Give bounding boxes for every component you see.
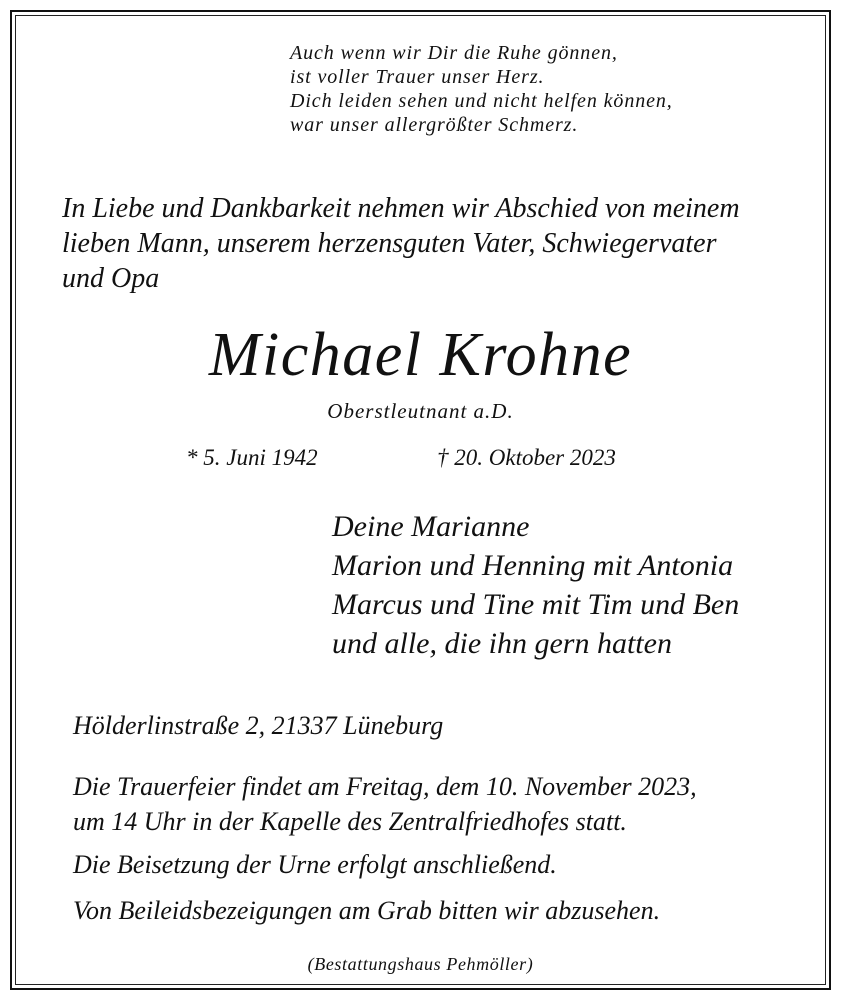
intro-line: lieben Mann, unserem herzensguten Vater, Schwiegervater bbox=[62, 228, 717, 259]
intro-line: und Opa bbox=[62, 263, 160, 294]
birth-date: * 5. Juni 1942 bbox=[186, 445, 318, 470]
deceased-name: Michael Krohne bbox=[208, 321, 633, 389]
mourner-line: Marion und Henning mit Antonia bbox=[332, 549, 734, 582]
poem-verse bbox=[290, 43, 673, 139]
farewell-intro bbox=[62, 195, 740, 300]
burial-info: Die Beisetzung der Urne erfolgt anschließend. bbox=[73, 850, 557, 879]
undertaker-credit: (Bestattungshaus Pehmöller) bbox=[307, 954, 534, 974]
mourner-line: Deine Marianne bbox=[332, 510, 530, 543]
poem-line: Dich leiden sehen und nicht helfen können, bbox=[290, 90, 673, 112]
death-date: † 20. Oktober 2023 bbox=[437, 445, 616, 470]
deceased-rank: Oberstleutnant a.D. bbox=[327, 399, 514, 423]
condolence-request: Von Beileidsbezeigungen am Grab bitten wir abzusehen. bbox=[73, 896, 661, 925]
poem-line: Auch wenn wir Dir die Ruhe gönnen, bbox=[290, 42, 618, 64]
funeral-info-line: um 14 Uhr in der Kapelle des Zentralfriedhofes statt. bbox=[73, 807, 627, 836]
poem-line: ist voller Trauer unser Herz. bbox=[290, 66, 545, 88]
mourner-line: Marcus und Tine mit Tim und Ben bbox=[332, 588, 740, 621]
funeral-info-line: Die Trauerfeier findet am Freitag, dem 10. November 2023, bbox=[73, 772, 697, 801]
mourning-address: Hölderlinstraße 2, 21337 Lüneburg bbox=[73, 711, 444, 740]
inner-border bbox=[15, 15, 826, 985]
poem-line: war unser allergrößter Schmerz. bbox=[290, 114, 579, 136]
intro-line: In Liebe und Dankbarkeit nehmen wir Abschied von meinem bbox=[62, 193, 740, 224]
mourners-list bbox=[332, 512, 739, 668]
mourner-line: und alle, die ihn gern hatten bbox=[332, 627, 672, 660]
